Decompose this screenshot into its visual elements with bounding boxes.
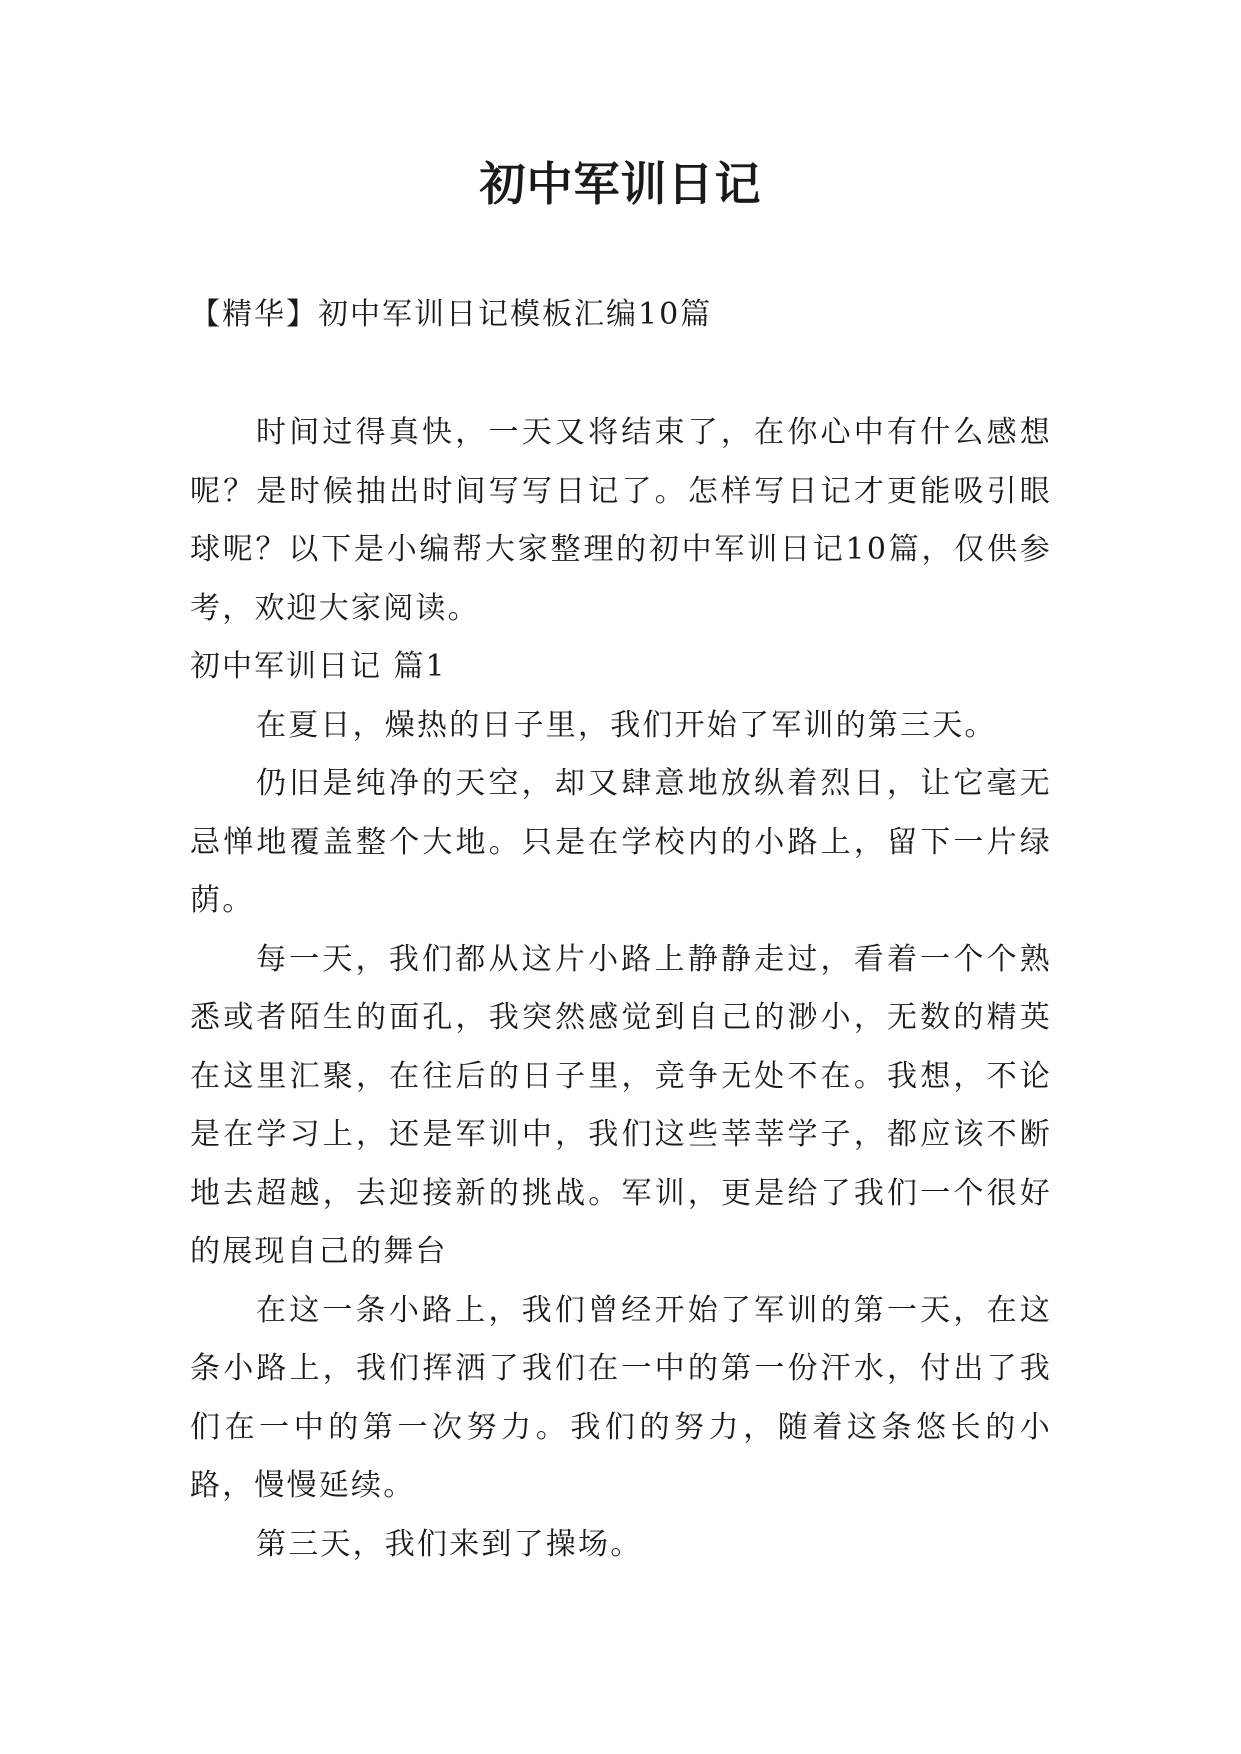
body-paragraph: 在夏日，燥热的日子里，我们开始了军训的第三天。 — [256, 707, 997, 743]
document-title: 初中军训日记 — [479, 157, 762, 211]
document-subtitle: 【精华】初中军训日记模板汇编10篇 — [190, 297, 713, 332]
intro-paragraph: 时间过得真快，一天又将结束了，在你心中有什么感想呢？是时候抽出时间写写日记了。怎样写日记才更能吸引眼球呢？以下是小编帮大家整理的初中军训日记10篇，仅供参考，欢迎大家阅读。 — [190, 415, 1052, 626]
body-paragraph: 第三天，我们来到了操场。 — [256, 1526, 643, 1562]
document-body — [190, 404, 1052, 1574]
body-paragraph: 仍旧是纯净的天空，却又肆意地放纵着烈日，让它毫无忌惮地覆盖整个大地。只是在学校内的小路上，留下一片绿荫。 — [190, 766, 1052, 918]
body-paragraph: 在这一条小路上，我们曾经开始了军训的第一天，在这条小路上，我们挥洒了我们在一中的第一份汗水，付出了我们在一中的第一次努力。我们的努力，随着这条悠长的小路，慢慢延续。 — [190, 1292, 1052, 1503]
body-paragraph: 每一天，我们都从这片小路上静静走过，看着一个个熟悉或者陌生的面孔，我突然感觉到自己的渺小，无数的精英在这里汇聚，在往后的日子里，竞争无处不在。我想，不论是在学习上，还是军训中，我们这些莘莘学子，都应该不断地去超越，去迎接新的挑战。军训，更是给了我们一个很好的展现自己的舞台 — [190, 941, 1052, 1269]
section-heading: 初中军训日记 篇1 — [190, 649, 447, 684]
